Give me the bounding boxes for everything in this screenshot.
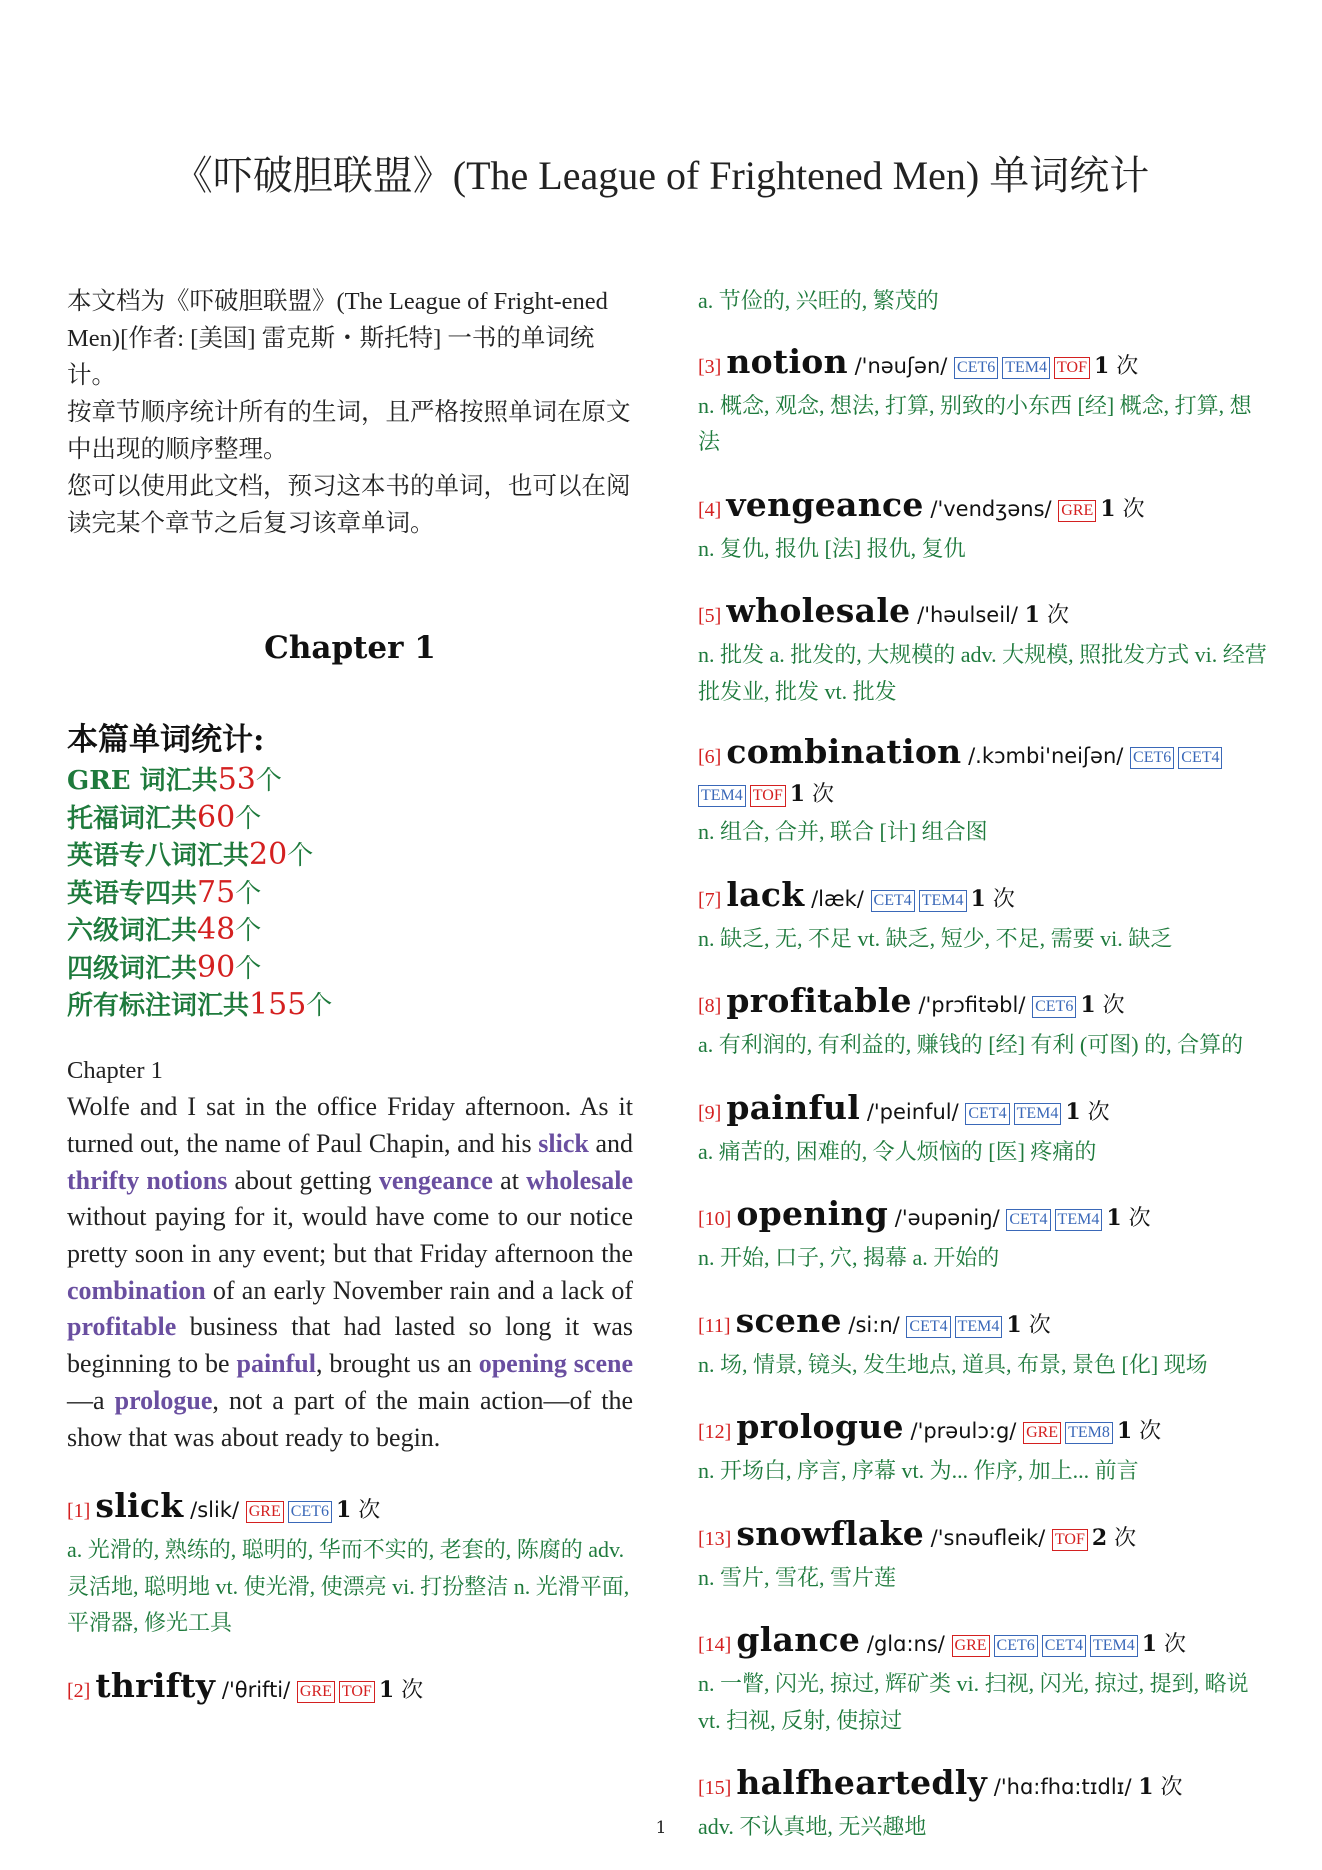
entry-index: [4] — [698, 498, 727, 521]
entry-definition: n. 缺乏, 无, 不足 vt. 缺乏, 短少, 不足, 需要 vi. 缺乏 — [698, 925, 1173, 951]
entry-index: [8] — [698, 995, 727, 1017]
entry-definition: n. 场, 情景, 镜头, 发生地点, 道具, 布景, 景色 [化] 现场 — [698, 1351, 1208, 1377]
entry-phonetic: /'əupəniŋ/ — [888, 1206, 1007, 1230]
entry-count: 1 — [1065, 1098, 1081, 1125]
vocab-entry — [698, 1088, 1270, 1171]
vocab-entry — [698, 1514, 1270, 1597]
vocab-entry — [698, 342, 1270, 461]
entry-count: 1 — [970, 885, 986, 912]
intro-paragraph: 本文档为《吓破胆联盟》(The League of Fright-ened Men)[作者: [美国] 雷克斯・斯托特] 一书的单词统计。 — [67, 288, 608, 389]
entry-index: [6] — [698, 746, 727, 768]
stat-count: 53 — [217, 762, 256, 797]
passage — [67, 1053, 633, 1457]
entry-index: [3] — [698, 355, 727, 378]
entry-definition: adv. 不认真地, 无兴趣地 — [698, 1814, 927, 1839]
entry-count: 1 — [1024, 602, 1040, 628]
stat-label: 英语专八词汇共 — [67, 841, 250, 871]
stats-title: 本篇单词统计: — [67, 722, 265, 758]
stat-row — [67, 762, 633, 800]
stat-count: 60 — [197, 799, 236, 835]
entry-tag: TEM4 — [1055, 1209, 1103, 1231]
highlighted-word: prologue — [114, 1385, 213, 1415]
entry-count: 1 — [1093, 352, 1110, 379]
entry-head — [698, 1194, 1270, 1240]
entry-head — [67, 1486, 633, 1532]
entry-phonetic: /si:n/ — [841, 1312, 907, 1337]
entry-word: lack — [726, 874, 805, 914]
stat-count: 48 — [197, 912, 236, 947]
stat-row — [67, 950, 633, 988]
entry-head — [698, 1088, 1270, 1134]
highlighted-word: scene — [573, 1349, 633, 1379]
entry-index: [2] — [67, 1679, 96, 1702]
vocab-entry — [698, 485, 1270, 568]
entry-tag: CET6 — [954, 357, 998, 379]
entry-definition: n. 雪片, 雪花, 雪片莲 — [698, 1564, 897, 1590]
entry-count: 1 — [1100, 495, 1116, 522]
entry-head — [698, 1514, 1270, 1560]
stat-count: 90 — [197, 949, 236, 985]
entry-count-unit: 次 — [1109, 353, 1139, 379]
vocab-entry — [698, 981, 1270, 1064]
stat-row — [67, 800, 633, 838]
highlighted-word: opening — [478, 1349, 567, 1379]
entry-definition: n. 复仇, 报仇 [法] 报仇, 复仇 — [698, 535, 966, 561]
entry-count-unit: 次 — [1080, 1099, 1110, 1125]
entry-definition: a. 痛苦的, 困难的, 令人烦恼的 [医] 疼痛的 — [698, 1138, 1097, 1164]
entry-head — [698, 1301, 1270, 1347]
entry-head — [698, 981, 1270, 1027]
highlighted-word: wholesale — [526, 1165, 634, 1195]
chapter-heading: Chapter 1 — [264, 630, 436, 666]
entry-phonetic: /'həulseil/ — [910, 603, 1025, 627]
entry-tag: CET4 — [1178, 747, 1222, 769]
entry-count-unit: 次 — [1021, 1312, 1051, 1338]
entry-count: 1 — [1116, 1418, 1133, 1444]
vocab-entry — [698, 1301, 1270, 1384]
intro-paragraph: 您可以使用此文档，预习这本书的单词，也可以在阅读完某个章节之后复习该章单词。 — [67, 473, 631, 537]
entry-tag: TEM8 — [1065, 1422, 1113, 1444]
entry-tag: TEM4 — [955, 1316, 1003, 1338]
entry-word: opening — [736, 1194, 889, 1233]
stat-unit: 个 — [235, 803, 262, 834]
entry-count: 1 — [1141, 1631, 1158, 1657]
entry-head — [698, 875, 1270, 921]
entry-index: [12] — [698, 1421, 737, 1443]
entry-index: [1] — [67, 1500, 96, 1523]
stat-row — [67, 837, 633, 875]
entry-count-unit: 次 — [1039, 603, 1069, 628]
entry-index: [11] — [698, 1314, 736, 1337]
highlighted-word: combination — [67, 1275, 206, 1305]
entry-definition: a. 光滑的, 熟练的, 聪明的, 华而不实的, 老套的, 陈腐的 adv. 灵活地, 聪明地 vt. 使光滑, 使漂亮 vi. 打扮整洁 n. 光滑平面, 平滑器, 修光工具 — [67, 1537, 630, 1636]
entry-definition: n. 开场白, 序言, 序幕 vt. 为... 作序, 加上... 前言 — [698, 1458, 1139, 1483]
entry-index: [9] — [698, 1101, 727, 1124]
entry-word: wholesale — [726, 591, 911, 630]
entry-tag: CET4 — [965, 1103, 1009, 1125]
vocab-entry — [698, 591, 1270, 710]
entry-tag: TOF — [750, 785, 786, 807]
entry-head — [698, 342, 1270, 388]
entry-count-unit: 次 — [1132, 1419, 1162, 1444]
entry-count: 1 — [1080, 992, 1096, 1018]
entry-head — [698, 1407, 1270, 1453]
entry-tag: TEM4 — [1090, 1635, 1138, 1657]
entry-phonetic: /'prəulɔ:g/ — [903, 1419, 1024, 1443]
vocab-entry — [67, 1486, 633, 1642]
entry-count: 1 — [378, 1676, 395, 1703]
stat-unit: 个 — [306, 991, 333, 1021]
passage-text: Wolfe and I sat in the office Friday afternoon. As it turned out, the name of Paul Chapin, and his slick and thrifty notions about getting vengeance at wholesale without paying for it, would have come to our notice pretty soon in any event; but that Friday afternoon the combination of an early November rain and a lack of profitable business that had lasted so long it was beginning to be painful, brought us an opening scene—a prologue, not a part of the main action—of the show that was about ready to begin. — [67, 1092, 634, 1452]
entry-word: scene — [735, 1300, 842, 1340]
entry-word: painful — [726, 1087, 861, 1127]
entry-phonetic: /'snəufleik/ — [924, 1525, 1052, 1550]
right-column — [698, 283, 1270, 1846]
entry-phonetic: /'nəuʃən/ — [847, 353, 955, 378]
entry-tag: TEM4 — [1014, 1103, 1062, 1125]
entry-head — [698, 485, 1270, 531]
entry-count-unit: 次 — [1121, 1206, 1151, 1231]
entry-word: snowflake — [736, 1513, 924, 1553]
entry-phonetic: /'prɔfitəbl/ — [911, 993, 1033, 1017]
entry-count: 1 — [1106, 1205, 1122, 1231]
entry-word: slick — [95, 1486, 184, 1526]
highlighted-word: painful — [236, 1349, 316, 1379]
stat-count: 75 — [197, 874, 236, 910]
intro — [67, 283, 633, 542]
stat-unit: 个 — [235, 878, 262, 909]
stat-row — [67, 987, 633, 1025]
entry-word: notion — [726, 341, 848, 381]
entry-count-unit: 次 — [1153, 1775, 1183, 1800]
entry-count-unit: 次 — [805, 782, 835, 807]
entry-tag: CET4 — [1042, 1635, 1086, 1657]
entry-tag: TOF — [1052, 1529, 1088, 1551]
stat-unit: 个 — [255, 766, 282, 796]
entry-tag: CET6 — [1032, 996, 1076, 1018]
stat-unit: 个 — [287, 841, 314, 871]
intro-paragraph: 按章节顺序统计所有的生词，且严格按照单词在原文中出现的顺序整理。 — [67, 399, 631, 463]
entry-phonetic: /'θrifti/ — [215, 1677, 297, 1702]
vocab-entry — [698, 1407, 1270, 1490]
entry-phonetic: /læk/ — [804, 886, 871, 911]
entry-count: 1 — [335, 1497, 352, 1524]
entry-tag: CET6 — [994, 1635, 1038, 1657]
entry-count-unit: 次 — [1107, 1525, 1137, 1551]
entry-tag: TOF — [1054, 357, 1090, 379]
entry-count: 1 — [1006, 1311, 1022, 1338]
entry-definition-continued: a. 节俭的, 兴旺的, 繁茂的 — [698, 288, 939, 313]
entry-count: 1 — [1138, 1774, 1154, 1800]
entry-count-unit: 次 — [985, 886, 1015, 912]
entry-definition: n. 概念, 观念, 想法, 打算, 别致的小东西 [经] 概念, 打算, 想法 — [698, 392, 1252, 454]
stat-row — [67, 875, 633, 913]
entry-tag: GRE — [1058, 500, 1096, 522]
entry-phonetic: /'hɑ:fhɑ:tɪdlɪ/ — [987, 1775, 1139, 1799]
entry-word: combination — [726, 732, 962, 771]
stat-count: 155 — [249, 987, 307, 1022]
passage-chapter-label: Chapter 1 — [67, 1056, 163, 1084]
stat-unit: 个 — [235, 916, 262, 946]
vocab-entry — [698, 1620, 1270, 1739]
stat-count: 20 — [249, 837, 288, 872]
entry-tag: CET6 — [1130, 747, 1174, 769]
entry-head — [698, 1763, 1270, 1809]
entry-definition: n. 批发 a. 批发的, 大规模的 adv. 大规模, 照批发方式 vi. 经营批发业, 批发 vt. 批发 — [698, 642, 1267, 704]
entry-head — [698, 1620, 1270, 1666]
entry-phonetic: /'vendʒəns/ — [923, 496, 1059, 521]
entry-head — [67, 1666, 633, 1712]
entry-count: 2 — [1091, 1524, 1108, 1551]
stats-list — [67, 762, 633, 1025]
entry-word: glance — [736, 1620, 861, 1659]
entry-definition: n. 组合, 合并, 联合 [计] 组合图 — [698, 819, 988, 844]
right-entry-list — [698, 342, 1270, 1846]
entry-word: vengeance — [726, 484, 924, 524]
stat-label: GRE 词汇共 — [67, 766, 218, 796]
highlighted-word: slick — [538, 1128, 589, 1158]
entry-index: [10] — [698, 1208, 737, 1230]
entry-count-unit: 次 — [351, 1498, 381, 1524]
stat-label: 托福词汇共 — [67, 803, 198, 834]
highlighted-word: notions — [146, 1165, 228, 1195]
entry-tag: GRE — [246, 1501, 284, 1523]
entry-count-unit: 次 — [1157, 1632, 1187, 1657]
left-column — [67, 283, 633, 1712]
entry-tag: GRE — [297, 1681, 335, 1703]
stat-label: 英语专四共 — [67, 878, 198, 909]
stat-label: 四级词汇共 — [67, 953, 198, 984]
left-entry-list — [67, 1486, 633, 1712]
page-number: 1 — [655, 1818, 667, 1838]
entry-definition: n. 一瞥, 闪光, 掠过, 辉矿类 vi. 扫视, 闪光, 掠过, 提到, 略说 vt. 扫视, 反射, 使掠过 — [698, 1671, 1249, 1733]
entry-count-unit: 次 — [394, 1677, 424, 1703]
entry-tag: CET6 — [288, 1501, 332, 1523]
entry-word: halfheartedly — [736, 1763, 988, 1802]
entry-tag: GRE — [1023, 1422, 1061, 1444]
stat-label: 所有标注词汇共 — [67, 991, 250, 1021]
entry-head — [698, 591, 1270, 637]
entry-tag: CET4 — [906, 1316, 950, 1338]
entry-phonetic: /slik/ — [183, 1498, 246, 1523]
page-title: 《吓破胆联盟》(The League of Frightened Men) 单词统计 — [172, 153, 1150, 198]
entry-count-unit: 次 — [1095, 993, 1125, 1018]
entry-word: prologue — [736, 1407, 904, 1446]
vocab-entry — [698, 875, 1270, 958]
highlighted-word: profitable — [67, 1312, 177, 1342]
entry-definition: a. 有利润的, 有利益的, 赚钱的 [经] 有利 (可图) 的, 合算的 — [698, 1032, 1244, 1057]
entry-tag: TOF — [339, 1681, 375, 1703]
vocab-entry — [698, 1194, 1270, 1277]
stat-label: 六级词汇共 — [67, 916, 198, 946]
highlighted-word: thrifty — [67, 1165, 140, 1195]
vocab-entry — [698, 734, 1270, 851]
stat-row — [67, 912, 633, 950]
entry-tag: TEM4 — [698, 785, 746, 807]
highlighted-word: vengeance — [378, 1165, 493, 1195]
entry-index: [13] — [698, 1527, 737, 1550]
entry-tag: CET4 — [871, 890, 915, 912]
entry-tag: TEM4 — [919, 890, 967, 912]
entry-tag: TEM4 — [1002, 357, 1050, 379]
vocab-entry — [67, 1666, 633, 1712]
entry-count: 1 — [789, 781, 806, 807]
entry-word: profitable — [726, 981, 912, 1020]
entry-definition: n. 开始, 口子, 穴, 揭幕 a. 开始的 — [698, 1245, 1000, 1270]
entry-phonetic: /glɑ:ns/ — [860, 1632, 952, 1656]
entry-tag: CET4 — [1006, 1209, 1050, 1231]
stat-unit: 个 — [235, 953, 262, 984]
entry-index: [5] — [698, 605, 727, 627]
entry-count-unit: 次 — [1115, 496, 1145, 522]
entry-phonetic: /'peinful/ — [860, 1099, 966, 1124]
entry-index: [7] — [698, 888, 727, 911]
entry-word: thrifty — [95, 1665, 216, 1705]
entry-index: [15] — [698, 1777, 737, 1799]
entry-head — [698, 734, 1270, 814]
entry-phonetic: /.kɔmbi'neiʃən/ — [961, 744, 1131, 768]
entry-index: [14] — [698, 1634, 737, 1656]
entry-tag: GRE — [952, 1635, 990, 1657]
